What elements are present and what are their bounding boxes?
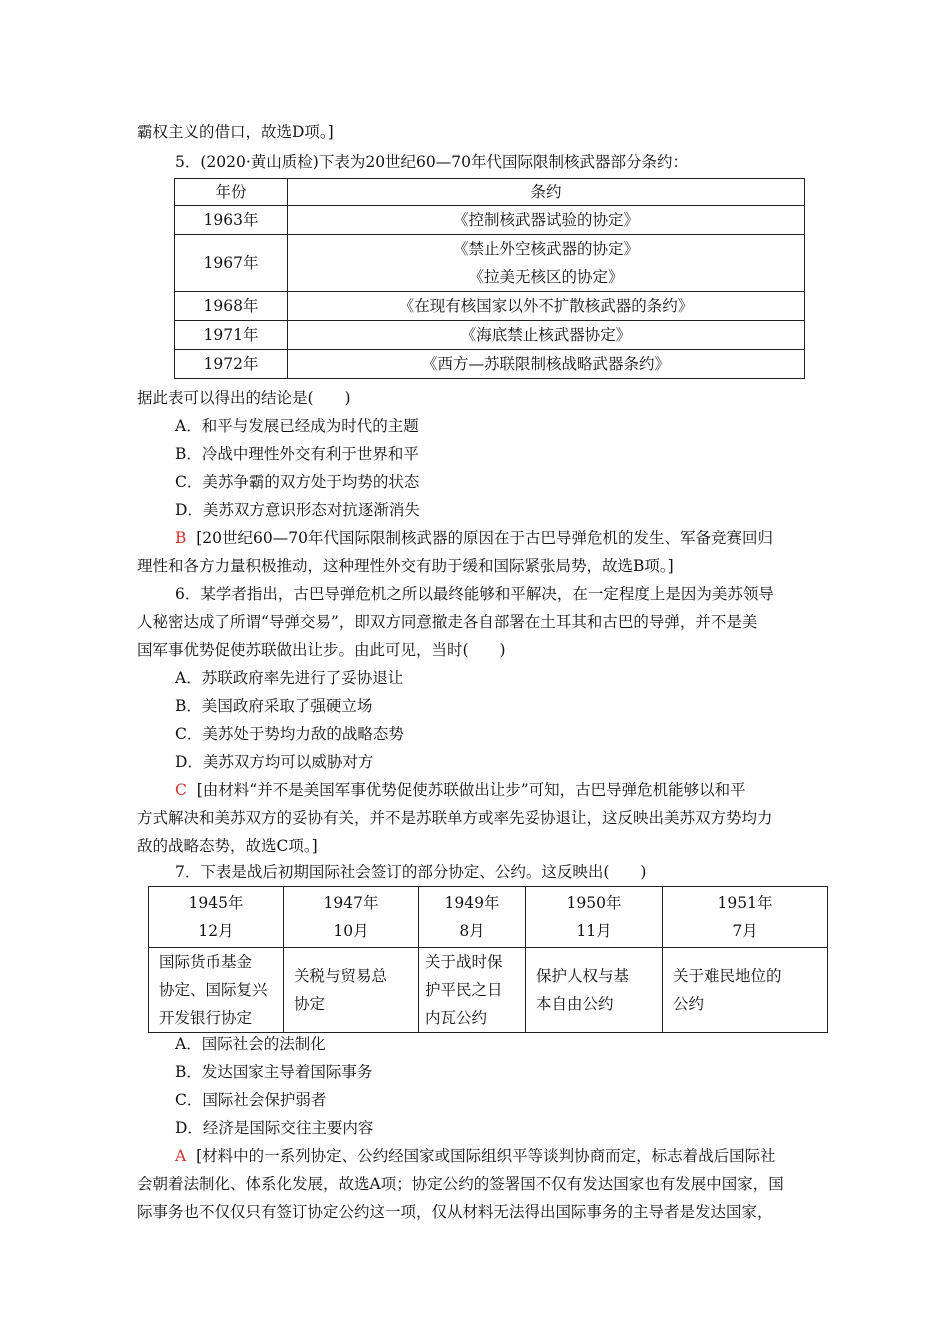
q5-explanation-line [175, 528, 773, 548]
q6-stem-line: 人秘密达成了所谓“导弹交易”，即双方同意撤走各自部署在土耳其和古巴的导弹，并不是美 [137, 613, 758, 631]
q6-option-d: D．美苏双方均可以威胁对方 [175, 753, 374, 771]
q6-explanation-line: 敌的战略态势，故选C项。] [137, 837, 318, 855]
q7-option-a: A．国际社会的法制化 [175, 1035, 326, 1053]
q6-option-b: B．美国政府采取了强硬立场 [175, 697, 373, 715]
table-header-row [175, 179, 805, 206]
agreement-cell: 保护人权与基 本自由公约 [526, 948, 663, 1033]
treaty-cell: 《控制核武器试验的协定》 [288, 206, 805, 235]
q7-explanation-line: 际事务也不仅仅只有签订协定公约这一项，仅从材料无法得出国际事务的主导者是发达国家， [137, 1203, 773, 1221]
q6-answer-letter: C [175, 781, 187, 799]
year-cell: 1963年 [175, 206, 288, 235]
table-row [175, 206, 805, 235]
agreement-cell: 关于战时保 护平民之日 内瓦公约 [419, 948, 526, 1033]
q7-explanation-line: 会朝着法制化、体系化发展，故选A项；协定公约的签署国不仅有发达国家也有发展中国家，国 [137, 1175, 784, 1193]
header-treaty: 条约 [288, 179, 805, 206]
date-cell: 1951年 7月 [663, 887, 828, 948]
q6-stem-line: 国军事优势促使苏联做出让步。由此可见，当时( ) [137, 641, 506, 659]
year-cell: 1972年 [175, 350, 288, 379]
treaty-cell: 《西方—苏联限制核战略武器条约》 [288, 350, 805, 379]
treaty-line: 《拉美无核区的协定》 [468, 268, 624, 286]
date-cell: 1949年 8月 [419, 887, 526, 948]
table-row [175, 235, 805, 292]
date-cell: 1945年 12月 [149, 887, 284, 948]
q7-option-c: C．国际社会保护弱者 [175, 1091, 327, 1109]
agreement-cell: 国际货币基金 协定、国际复兴 开发银行协定 [149, 948, 284, 1033]
table-row [175, 321, 805, 350]
year-cell: 1968年 [175, 292, 288, 321]
q5-option-c: C．美苏争霸的双方处于均势的状态 [175, 473, 420, 491]
q7-table [148, 886, 828, 1033]
treaty-cell [288, 235, 805, 292]
q5-table [174, 178, 805, 379]
q5-prompt: 据此表可以得出的结论是( ) [137, 389, 351, 407]
treaty-cell: 《海底禁止核武器协定》 [288, 321, 805, 350]
q7-option-d: D．经济是国际交往主要内容 [175, 1119, 374, 1137]
q7-stem: 7．下表是战后初期国际社会签订的部分协定、公约。这反映出( ) [175, 863, 647, 881]
treaty-cell: 《在现有核国家以外不扩散核武器的条约》 [288, 292, 805, 321]
q6-explanation-line: 方式解决和美苏双方的妥协有关，并不是苏联单方或率先妥协退让，这反映出美苏双方势均力 [137, 809, 773, 827]
q5-option-a: A．和平与发展已经成为时代的主题 [175, 417, 419, 435]
agreement-cell: 关于难民地位的 公约 [663, 948, 828, 1033]
q5-explanation-text: [20世纪60—70年代国际限制核武器的原因在于古巴导弹危机的发生、军备竞赛回归 [196, 529, 773, 547]
q5-explanation-line: 理性和各方力量积极推动，这种理性外交有助于缓和国际紧张局势，故选B项。] [137, 557, 674, 575]
q6-option-a: A．苏联政府率先进行了妥协退让 [175, 669, 404, 687]
q6-stem-line: 6．某学者指出，古巴导弹危机之所以最终能够和平解决，在一定程度上是因为美苏领导 [175, 585, 774, 603]
header-year: 年份 [175, 179, 288, 206]
q6-explanation-text: [由材料“并不是美国军事优势促使苏联做出让步”可知，古巴导弹危机能够以和平 [196, 781, 746, 799]
q5-option-d: D．美苏双方意识形态对抗逐渐消失 [175, 501, 420, 519]
agreement-cell: 关税与贸易总 协定 [284, 948, 419, 1033]
q5-stem: 5．(2020·黄山质检)下表为20世纪60—70年代国际限制核武器部分条约： [175, 153, 689, 171]
intro-line: 霸权主义的借口，故选D项。] [137, 123, 334, 141]
q5-option-b: B．冷战中理性外交有利于世界和平 [175, 445, 419, 463]
date-cell: 1947年 10月 [284, 887, 419, 948]
year-cell: 1971年 [175, 321, 288, 350]
year-cell: 1967年 [175, 235, 288, 292]
q7-explanation-text: [材料中的一系列协定、公约经国家或国际组织平等谈判协商而定，标志着战后国际社 [196, 1147, 776, 1165]
q6-option-c: C．美苏处于势均力敌的战略态势 [175, 725, 404, 743]
q7-answer-letter: A [175, 1147, 187, 1165]
date-cell: 1950年 11月 [526, 887, 663, 948]
q5-answer-letter: B [175, 529, 187, 547]
q7-explanation-line [175, 1146, 776, 1166]
table-item-row [149, 948, 828, 1033]
table-date-row [149, 887, 828, 948]
treaty-line: 《禁止外空核武器的协定》 [452, 240, 639, 258]
q6-explanation-line [175, 780, 746, 800]
q7-option-b: B．发达国家主导着国际事务 [175, 1063, 373, 1081]
table-row [175, 350, 805, 379]
table-row [175, 292, 805, 321]
